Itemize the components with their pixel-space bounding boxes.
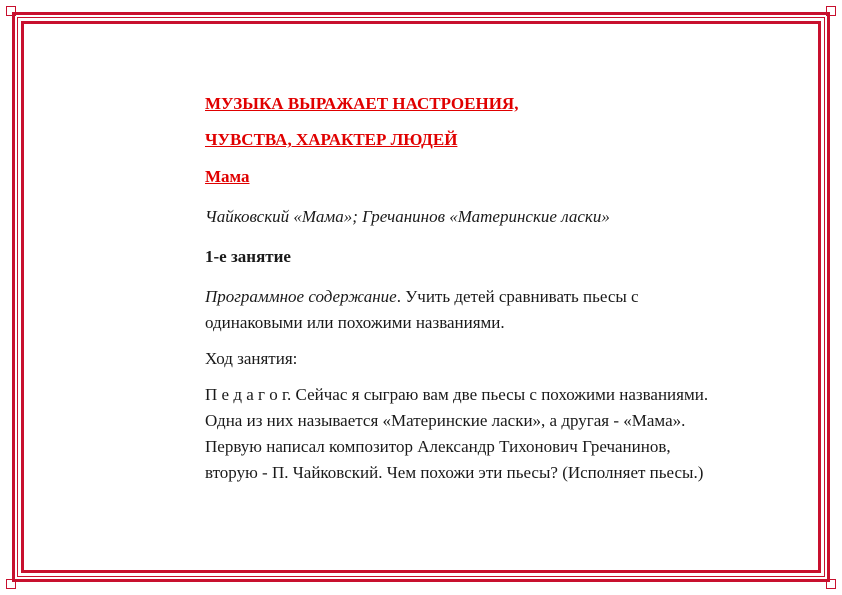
procedure-heading: Ход занятия: — [205, 349, 298, 368]
corner-ornament-bottom-right — [826, 579, 836, 589]
teacher-paragraph: П е д а г о г. Сейчас я сыграю вам две пьесы с похожими названиями. Одна из них называется «Материнские ласки», а другая - «Мама». Первую написал композитор Александр Тихонович Гречанинов, вторую - П. Чайковский. Чем похожи эти пьесы? (Исполняет пьесы.) — [205, 385, 709, 482]
title-line-2: ЧУВСТВА, ХАРАКТЕР ЛЮДЕЙ — [205, 130, 458, 149]
corner-ornament-top-left — [6, 6, 16, 16]
program-text: . Учить детей сравнивать пьесы с одинаковыми или похожими названиями. — [205, 287, 639, 332]
corner-ornament-bottom-left — [6, 579, 16, 589]
title-line-1: МУЗЫКА ВЫРАЖАЕТ НАСТРОЕНИЯ, — [205, 94, 519, 113]
lesson-number: 1-е занятие — [205, 247, 291, 266]
works-line: Чайковский «Мама»; Гречанинов «Материнские ласки» — [205, 207, 610, 226]
corner-ornament-top-right — [826, 6, 836, 16]
document-title — [205, 86, 725, 158]
program-label: Программное содержание — [205, 287, 397, 306]
program-paragraph — [205, 284, 725, 336]
document-body — [205, 86, 725, 486]
section-subtitle: Мама — [205, 167, 250, 186]
